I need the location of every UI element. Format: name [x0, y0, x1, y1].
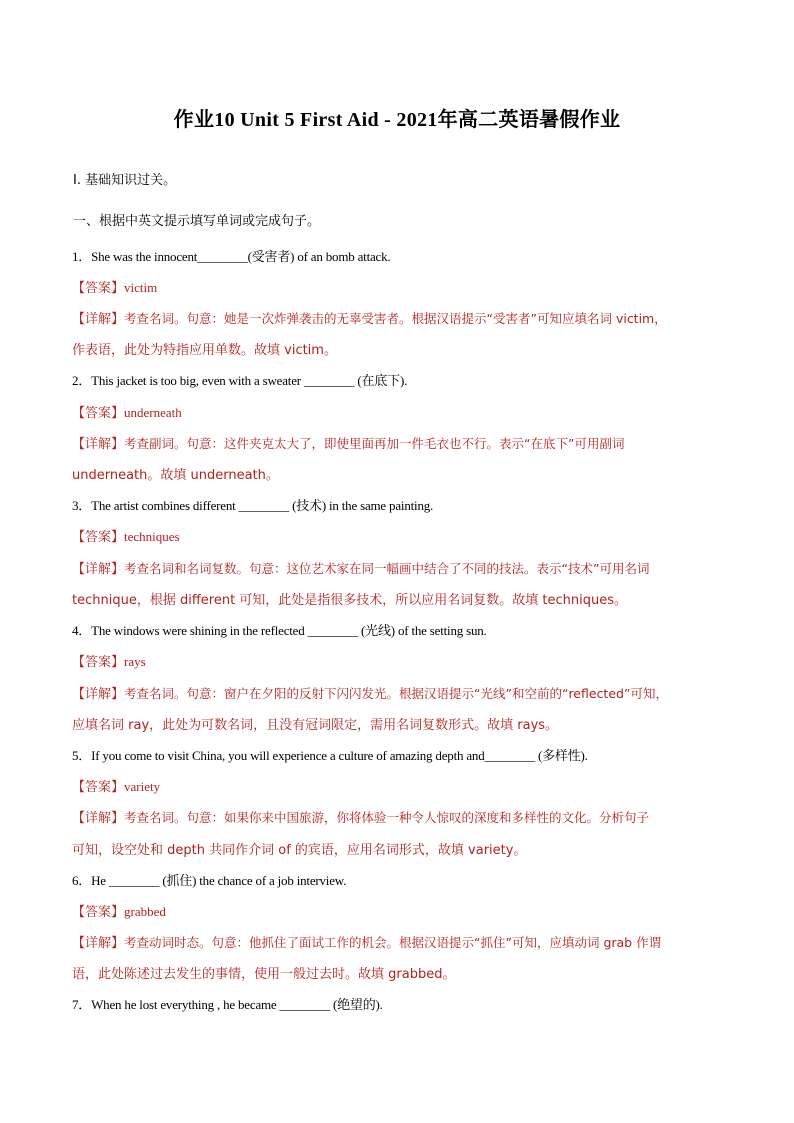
section-heading-fill-in: 一、根据中英文提示填写单词或完成句子。 — [73, 214, 321, 229]
detail-4-line2: 应填名词 ray，此处为可数名词，且没有冠词限定，需用名词复数形式。故填 rays。 — [72, 718, 559, 733]
answer-4 — [72, 651, 146, 670]
detail-6 — [72, 932, 661, 951]
detail-tag: 【详解】 — [72, 687, 125, 702]
answer-text: rays — [124, 654, 146, 669]
detail-4 — [72, 683, 668, 702]
detail-2 — [72, 433, 624, 452]
answer-tag: 【答案】 — [72, 905, 125, 920]
answer-6 — [72, 901, 166, 920]
section-heading-basics: I. 基础知识过关。 — [73, 173, 177, 188]
question-1: 1．She was the innocent________(受害者) of an bomb attack. — [72, 249, 391, 264]
detail-text: 考查名词和名词复数。句意：这位艺术家在同一幅画中结合了不同的技法。表示“技术”可用名词 — [124, 561, 650, 576]
page-title: 作业10 Unit 5 First Aid - 2021年高二英语暑假作业 — [173, 109, 621, 131]
question-3: 3．The artist combines different ________ (技术) in the same painting. — [72, 498, 434, 513]
detail-text: 考查动词时态。句意：他抓住了面试工作的机会。根据汉语提示“抓住”可知，应填动词 grab 作谓 — [124, 935, 662, 950]
detail-text: 考查名词。句意：她是一次炸弹袭击的无辜受害者。根据汉语提示“受害者”可知应填名词 victim， — [124, 311, 667, 326]
answer-tag: 【答案】 — [72, 655, 125, 670]
answer-text: techniques — [124, 529, 180, 544]
detail-tag: 【详解】 — [72, 562, 125, 577]
question-6: 6．He ________ (抓住) the chance of a job interview. — [72, 873, 347, 888]
answer-text: underneath — [124, 405, 182, 420]
detail-text: 考查名词。句意：窗户在夕阳的反射下闪闪发光。根据汉语提示“光线”和空前的“reflected”可知， — [124, 686, 668, 701]
answer-tag: 【答案】 — [72, 530, 125, 545]
answer-text: victim — [124, 280, 158, 295]
answer-tag: 【答案】 — [72, 406, 125, 421]
detail-2-line2: underneath。故填 underneath。 — [72, 468, 279, 483]
answer-tag: 【答案】 — [72, 281, 125, 296]
detail-5 — [72, 807, 649, 826]
detail-tag: 【详解】 — [72, 312, 125, 327]
detail-1 — [72, 308, 667, 327]
question-2: 2．This jacket is too big, even with a sweater ________ (在底下). — [72, 373, 408, 388]
question-7: 7．When he lost everything , he became ________ (绝望的). — [72, 997, 383, 1012]
detail-5-line2: 可知，设空处和 depth 共同作介词 of 的宾语，应用名词形式，故填 variety。 — [72, 843, 527, 858]
detail-1-line2: 作表语，此处为特指应用单数。故填 victim。 — [72, 343, 337, 358]
detail-6-line2: 语，此处陈述过去发生的事情，使用一般过去时。故填 grabbed。 — [72, 967, 456, 982]
question-5: 5．If you come to visit China, you will experience a culture of amazing depth and________ (多样性). — [72, 748, 588, 763]
detail-text: 考查名词。句意：如果你来中国旅游，你将体验一种令人惊叹的深度和多样性的文化。分析句子 — [124, 810, 650, 825]
answer-text: variety — [124, 779, 161, 794]
question-4: 4．The windows were shining in the reflected ________ (光线) of the setting sun. — [72, 623, 487, 638]
detail-text: 考查副词。句意：这件夹克太大了，即使里面再加一件毛衣也不行。表示“在底下”可用副词 — [124, 436, 625, 451]
answer-1 — [72, 277, 157, 296]
detail-3 — [72, 558, 649, 577]
answer-5 — [72, 776, 160, 795]
answer-3 — [72, 526, 180, 545]
detail-3-line2: technique，根据 different 可知，此处是指很多技术，所以应用名词复数。故填 techniques。 — [72, 593, 628, 608]
answer-tag: 【答案】 — [72, 780, 125, 795]
answer-2 — [72, 402, 182, 421]
detail-tag: 【详解】 — [72, 811, 125, 826]
detail-tag: 【详解】 — [72, 936, 125, 951]
answer-text: grabbed — [124, 904, 166, 919]
detail-tag: 【详解】 — [72, 437, 125, 452]
